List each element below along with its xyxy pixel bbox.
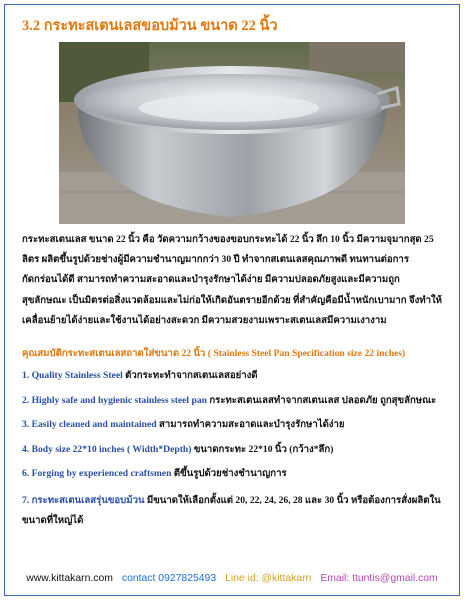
contact-footer xyxy=(0,573,464,584)
spec-en: 4. Body size 22*10 inches ( Width*Depth) xyxy=(22,443,192,455)
stainless-pan-image xyxy=(59,42,405,224)
spec-en: 6. Forging by experienced craftsmen xyxy=(22,468,172,479)
spec-heading: คุณสมบัติกระทะสเตนเลสถาดใส่ขนาด 22 นิ้ว ( Stainless Steel Pan Specification size 22 inches) xyxy=(22,348,406,359)
spec-th: ตัวกระทะทำจากสเตนเลสอย่างดี xyxy=(122,370,258,381)
spec-en: 1. Quality Stainless Steel xyxy=(22,370,123,381)
spec-th: ตีขึ้นรูปด้วยช่างชำนาญการ xyxy=(171,468,287,479)
spec-item xyxy=(22,442,446,457)
spec-item xyxy=(22,417,446,432)
spec-th: ขนาดกระทะ 22*10 นิ้ว (กว้าง*ลึก) xyxy=(191,443,334,455)
phone-contact[interactable]: contact 0927825493 xyxy=(121,573,217,584)
spec-th: สามารถทำความสะอาดและบำรุงรักษาได้ง่าย xyxy=(156,419,345,430)
spec-en: 3. Easily cleaned and maintained xyxy=(22,419,157,430)
spec-item xyxy=(22,491,446,531)
spec-item xyxy=(22,466,446,481)
spec-th: กระทะสเตนเลสทำจากสเตนเลส ปลอดภัย ถูกสุขลักษณะ xyxy=(206,394,437,406)
email-link[interactable]: Email: ttuntis@gmail.com xyxy=(320,573,438,584)
product-photo xyxy=(59,42,405,224)
spec-th: มีขนาดให้เลือกตั้งแต่ 20, 22, 24, 26, 28 และ 30 นิ้ว หรือต้องการสั่งผลิตในขนาดที่ใหญ่ได้ xyxy=(22,494,441,526)
spec-en: 2. Highly safe and hygienic stainless steel pan xyxy=(22,394,207,406)
page-title: 3.2 กระทะสเตนเลสขอบม้วน ขนาด 22 นิ้ว xyxy=(22,18,278,34)
spec-item xyxy=(22,368,446,383)
spec-list xyxy=(22,368,446,540)
line-id[interactable]: Line id: @kittakarn xyxy=(225,573,312,584)
spec-en: 7. กระทะสเตนเลสรุ่นขอบม้วน xyxy=(22,494,145,506)
spec-item xyxy=(22,393,446,408)
product-description: กระทะสเตนเลส ขนาด 22 นิ้ว คือ วัดความกว้างของขอบกระทะได้ 22 นิ้ว ลึก 10 นิ้ว มีความจุมากสุด 25 ลิตร ผลิตขึ้นรูปด้วยช่างผู้มีความชำนาญมากกว่า 30 ปี ทำจากสเตนเลสคุณภาพดี ทนทานต่อการกัดกร่อนได้ดี สามารถทำความสะอาดและบำรุงรักษาได้ง่าย มีความปลอดภัยสูงและมีความถูกสุขลักษณะ เป็นมิตรต่อสิ่งแวดล้อมและไม่ก่อให้เกิดอันตรายอีกด้วย ที่สำคัญคือมีน้ำหนักเบามาก จึงทำให้เคลื่อนย้ายได้ง่ายและใช้งานได้อย่างสะดวก มีความสวยงามเพราะสเตนเลสมีความเงางาม xyxy=(22,234,442,326)
website-link[interactable]: www.kittakarn.com xyxy=(26,573,113,584)
